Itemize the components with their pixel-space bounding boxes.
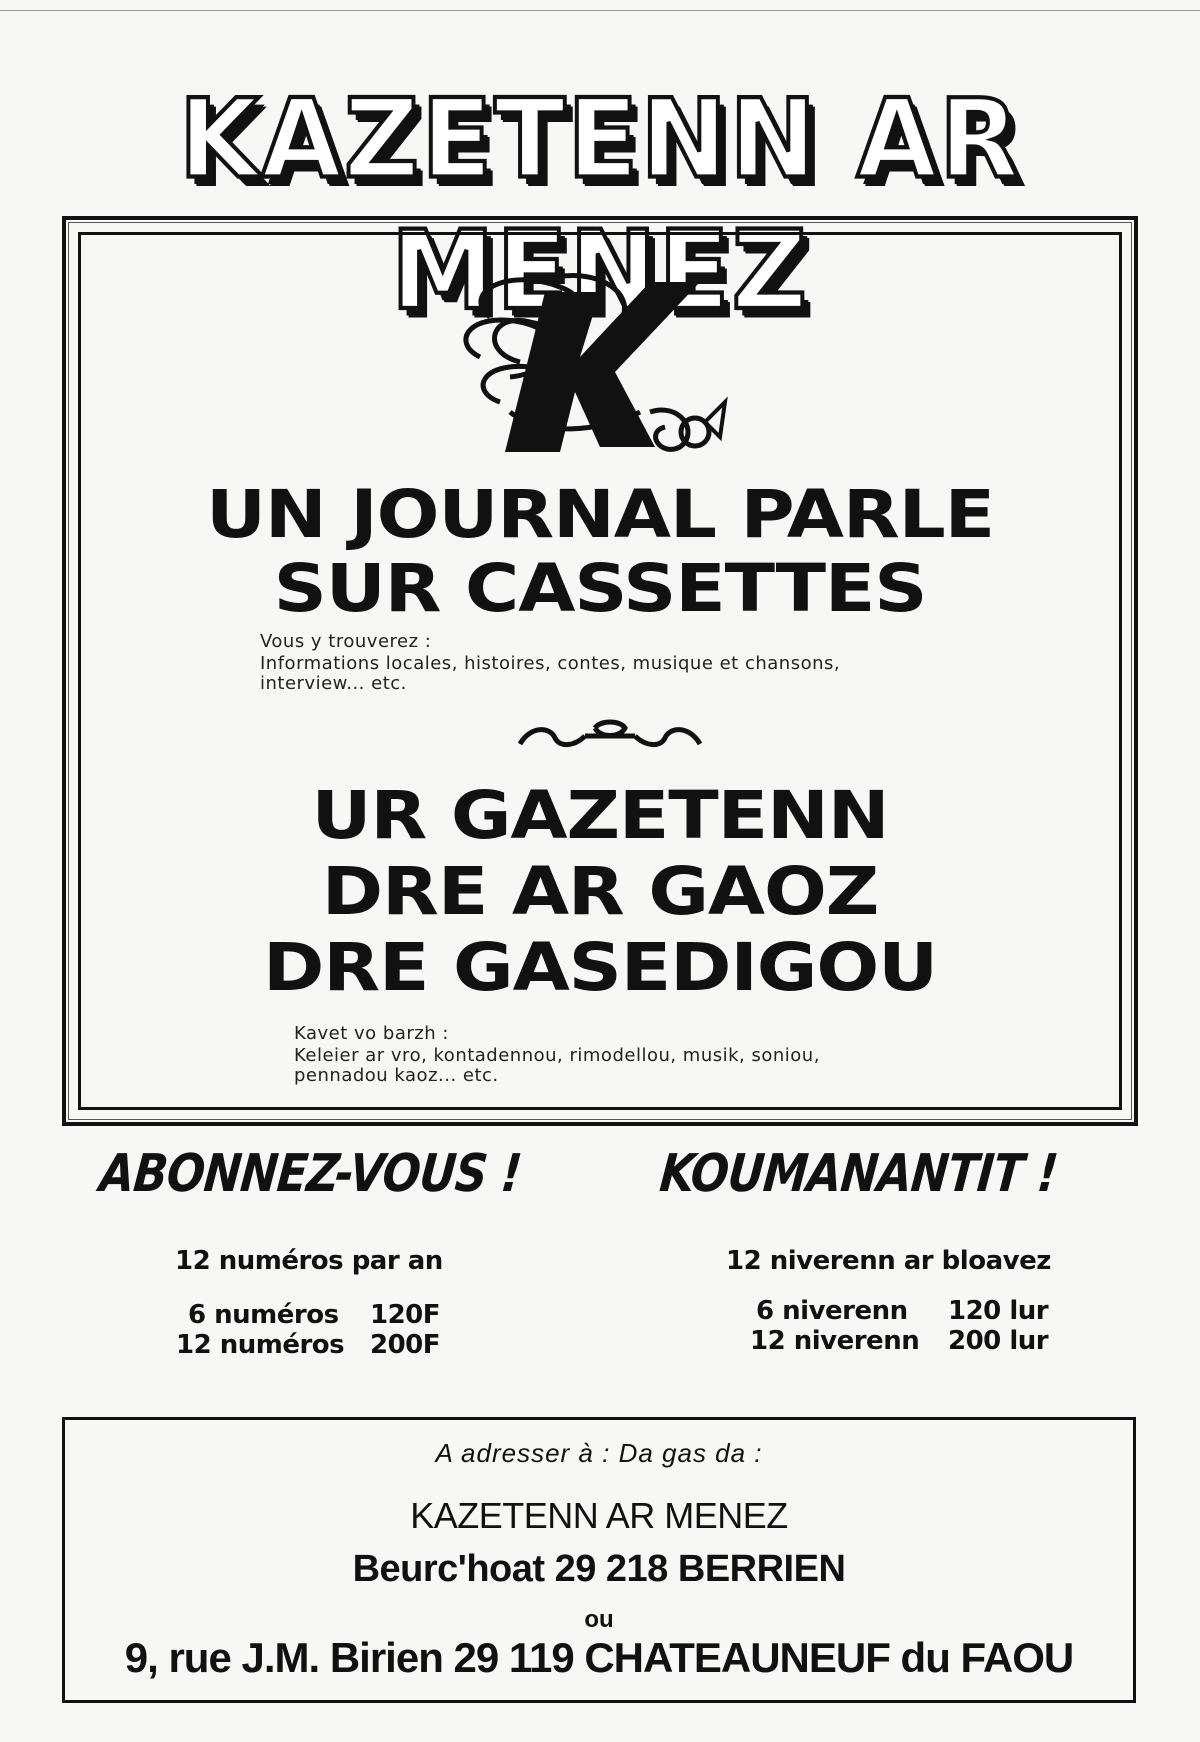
breton-headline-line3: DRE GASEDIGOU [263,929,937,1006]
address-or: ou [584,1606,614,1633]
subscribe-br-offer1-label: 6 niverenn [756,1296,908,1326]
k-logo-icon [450,262,760,467]
address-intro: A adresser à : Da gas da : [435,1438,763,1468]
subscribe-fr-offer2-label: 12 numéros [176,1330,345,1360]
scroll-ornament-icon [510,716,710,756]
subscribe-fr-offer2-price: 200F [370,1330,441,1360]
french-headline-line1: UN JOURNAL PARLE [205,476,995,553]
french-details-line1: Informations locales, histoires, contes, musique et chansons, [260,653,841,674]
address-name: KAZETENN AR MENEZ [410,1495,788,1536]
breton-headline-line1: UR GAZETENN [311,777,889,854]
subscribe-br-offer2-label: 12 niverenn [750,1326,920,1356]
french-details-line2: interview... etc. [260,673,407,694]
breton-intro: Kavet vo barzh : [294,1023,449,1044]
breton-details-line1: Keleier ar vro, kontadennou, rimodellou, musik, soniou, [294,1045,820,1066]
subscribe-fr-frequency: 12 numéros par an [175,1246,443,1276]
breton-headline [40,778,1160,1006]
subscribe-fr-offer1-label: 6 numéros [188,1300,339,1330]
subscribe-br-cta: KOUMANANTIT ! [657,1144,1060,1204]
masthead-title: KAZETENN AR MENEZ [178,74,1022,335]
french-headline-line2: SUR CASSETTES [273,550,927,627]
page-edge-line [0,10,1200,11]
address-line1: Beurc'hoat 29 218 BERRIEN [352,1548,846,1590]
subscribe-br-offer2-price: 200 lur [948,1326,1049,1356]
french-headline [40,478,1160,626]
address-line2: 9, rue J.M. Birien 29 119 CHATEAUNEUF du FAOU [124,1634,1074,1681]
masthead [40,74,1160,335]
subscribe-br-offer1-price: 120 lur [948,1296,1049,1326]
breton-details-line2: pennadou kaoz... etc. [294,1065,499,1086]
breton-headline-line2: DRE AR GAOZ [321,853,879,930]
subscribe-br-frequency: 12 niverenn ar bloavez [726,1246,1051,1276]
subscribe-fr-offer1-price: 120F [370,1300,441,1330]
french-intro: Vous y trouverez : [260,631,432,652]
subscribe-fr-cta: ABONNEZ-VOUS ! [97,1144,524,1204]
